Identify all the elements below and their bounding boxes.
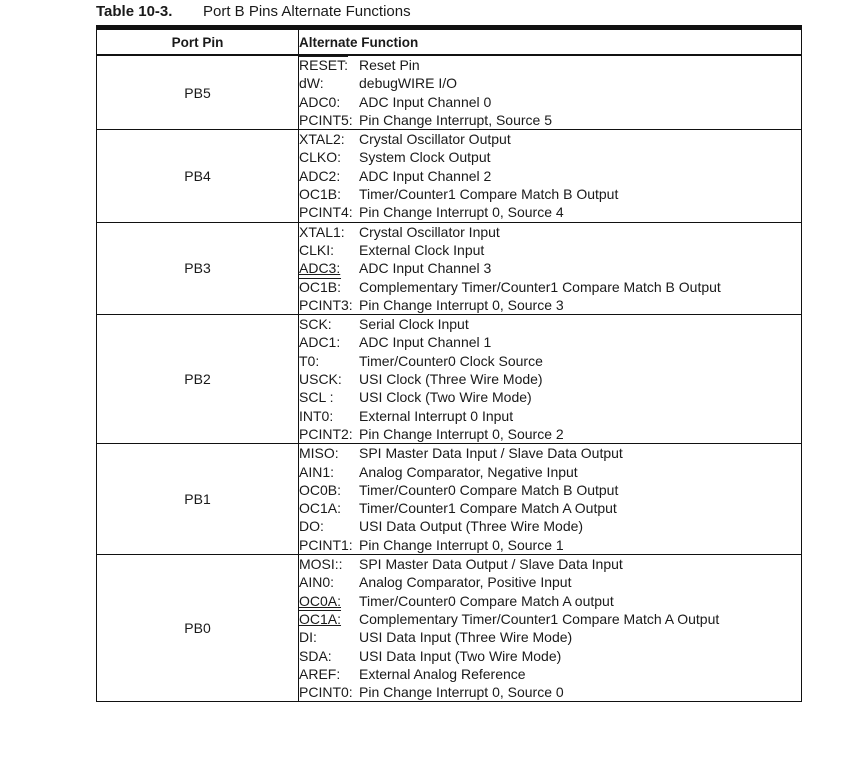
- function-line: [299, 573, 801, 591]
- function-line: [299, 93, 801, 111]
- function-description: Timer/Counter0 Clock Source: [359, 352, 543, 369]
- signal-name: INT0:: [299, 407, 334, 424]
- function-description: Pin Change Interrupt, Source 5: [359, 111, 553, 128]
- function-line: [299, 185, 801, 203]
- signal-name: CLKI:: [299, 241, 335, 258]
- function-line: [299, 444, 801, 462]
- function-description: SPI Master Data Input / Slave Data Output: [359, 445, 623, 462]
- function-line: [299, 463, 801, 481]
- port-b-table: [96, 29, 802, 702]
- function-line: [299, 499, 801, 517]
- function-description: External Analog Reference: [359, 665, 526, 682]
- table-row: [97, 555, 802, 702]
- signal-name: OC1B:: [299, 186, 342, 203]
- function-description: Serial Clock Input: [359, 316, 469, 333]
- function-line: [299, 259, 801, 277]
- function-line: [299, 203, 801, 221]
- function-line: [299, 407, 801, 425]
- port-pin-cell: PB2: [97, 315, 299, 444]
- signal-name: PCINT1:: [299, 536, 353, 553]
- signal-name: DI:: [299, 629, 317, 646]
- function-description: USI Clock (Three Wire Mode): [359, 371, 543, 388]
- port-pin-cell: PB3: [97, 222, 299, 314]
- alternate-function-cell: [299, 444, 802, 555]
- function-line: [299, 148, 801, 166]
- function-description: Pin Change Interrupt 0, Source 2: [359, 425, 564, 442]
- alternate-function-cell: [299, 55, 802, 130]
- signal-name: PCINT2:: [299, 425, 353, 442]
- function-description: Complementary Timer/Counter1 Compare Match A Output: [359, 610, 720, 627]
- signal-name: ADC3:: [299, 260, 341, 277]
- function-line: [299, 628, 801, 646]
- function-line: [299, 481, 801, 499]
- signal-name: dW:: [299, 75, 324, 92]
- function-description: ADC Input Channel 0: [359, 93, 492, 110]
- function-line: [299, 536, 801, 554]
- signal-name: AIN0:: [299, 574, 335, 591]
- alternate-function-cell: [299, 555, 802, 702]
- header-port-pin: Port Pin: [97, 30, 299, 56]
- table-title: Port B Pins Alternate Functions: [203, 3, 411, 20]
- function-line: [299, 56, 801, 74]
- function-description: USI Clock (Two Wire Mode): [359, 389, 532, 406]
- table-row: [97, 222, 802, 314]
- function-description: External Clock Input: [359, 241, 485, 258]
- signal-name: RESET:: [299, 57, 349, 73]
- table-row: [97, 444, 802, 555]
- function-line: [299, 647, 801, 665]
- signal-name: OC0B:: [299, 481, 342, 498]
- signal-name: ADC2:: [299, 167, 341, 184]
- table-row: [97, 130, 802, 222]
- signal-name: MISO:: [299, 445, 339, 462]
- function-line: [299, 74, 801, 92]
- signal-name: XTAL1:: [299, 223, 345, 240]
- function-line: [299, 425, 801, 443]
- function-description: Timer/Counter0 Compare Match A output: [359, 592, 614, 609]
- signal-name: CLKO:: [299, 149, 342, 166]
- function-line: [299, 555, 801, 573]
- signal-name: DO:: [299, 518, 324, 535]
- function-description: Pin Change Interrupt 0, Source 1: [359, 536, 564, 553]
- function-description: Timer/Counter1 Compare Match A Output: [359, 500, 617, 517]
- signal-name: PCINT5:: [299, 111, 353, 128]
- function-description: Timer/Counter1 Compare Match B Output: [359, 186, 619, 203]
- function-description: External Interrupt 0 Input: [359, 407, 514, 424]
- table-body: [97, 55, 802, 702]
- alternate-function-cell: [299, 130, 802, 222]
- table-row: [97, 315, 802, 444]
- function-line: [299, 610, 801, 628]
- table-caption: [96, 2, 411, 22]
- function-description: Crystal Oscillator Output: [359, 131, 511, 148]
- function-line: [299, 278, 801, 296]
- function-line: [299, 241, 801, 259]
- alternate-function-cell: [299, 222, 802, 314]
- port-pin-cell: PB4: [97, 130, 299, 222]
- signal-name: ADC0:: [299, 93, 341, 110]
- signal-name: MOSI::: [299, 556, 343, 573]
- function-description: Complementary Timer/Counter1 Compare Match B Output: [359, 278, 721, 295]
- function-description: SPI Master Data Output / Slave Data Input: [359, 556, 623, 573]
- signal-name: XTAL2:: [299, 131, 345, 148]
- function-description: debugWIRE I/O: [359, 75, 458, 92]
- table-number: Table 10-3.: [96, 3, 173, 20]
- function-description: ADC Input Channel 1: [359, 334, 492, 351]
- port-pin-cell: PB0: [97, 555, 299, 702]
- header-row: [97, 30, 802, 56]
- function-line: [299, 167, 801, 185]
- function-line: [299, 592, 801, 610]
- function-description: USI Data Input (Three Wire Mode): [359, 629, 573, 646]
- function-line: [299, 388, 801, 406]
- signal-name: PCINT4:: [299, 204, 353, 221]
- function-description: Timer/Counter0 Compare Match B Output: [359, 481, 619, 498]
- function-description: Pin Change Interrupt 0, Source 3: [359, 296, 564, 313]
- function-line: [299, 223, 801, 241]
- signal-name: OC1B:: [299, 278, 342, 295]
- header-alternate-function: Alternate Function: [299, 30, 802, 56]
- function-line: [299, 296, 801, 314]
- function-line: [299, 352, 801, 370]
- signal-name: SDA:: [299, 647, 332, 664]
- function-line: [299, 517, 801, 535]
- table-row: [97, 55, 802, 130]
- signal-name: PCINT3:: [299, 296, 353, 313]
- function-description: USI Data Input (Two Wire Mode): [359, 647, 562, 664]
- function-description: Analog Comparator, Negative Input: [359, 463, 578, 480]
- function-line: [299, 333, 801, 351]
- signal-name: ADC1:: [299, 334, 341, 351]
- signal-name: SCL :: [299, 389, 334, 406]
- function-line: [299, 665, 801, 683]
- function-description: System Clock Output: [359, 149, 491, 166]
- function-line: [299, 130, 801, 148]
- signal-name: AREF:: [299, 665, 341, 682]
- signal-name: OC1A:: [299, 610, 342, 627]
- alternate-function-cell: [299, 315, 802, 444]
- signal-name: USCK:: [299, 371, 342, 388]
- function-description: ADC Input Channel 2: [359, 167, 492, 184]
- function-description: ADC Input Channel 3: [359, 260, 492, 277]
- function-description: Pin Change Interrupt 0, Source 4: [359, 204, 564, 221]
- function-description: Reset Pin: [359, 57, 420, 73]
- signal-name: PCINT0:: [299, 684, 353, 701]
- function-description: Crystal Oscillator Input: [359, 223, 500, 240]
- signal-name: AIN1:: [299, 463, 335, 480]
- signal-name: SCK:: [299, 316, 332, 333]
- signal-name: OC1A:: [299, 500, 342, 517]
- function-description: Analog Comparator, Positive Input: [359, 574, 572, 591]
- function-line: [299, 683, 801, 701]
- function-line: [299, 370, 801, 388]
- function-line: [299, 315, 801, 333]
- port-pin-cell: PB5: [97, 55, 299, 130]
- signal-name: T0:: [299, 352, 320, 369]
- function-description: Pin Change Interrupt 0, Source 0: [359, 684, 564, 701]
- signal-name: OC0A:: [299, 592, 342, 609]
- function-description: USI Data Output (Three Wire Mode): [359, 518, 584, 535]
- port-pin-cell: PB1: [97, 444, 299, 555]
- function-line: [299, 111, 801, 129]
